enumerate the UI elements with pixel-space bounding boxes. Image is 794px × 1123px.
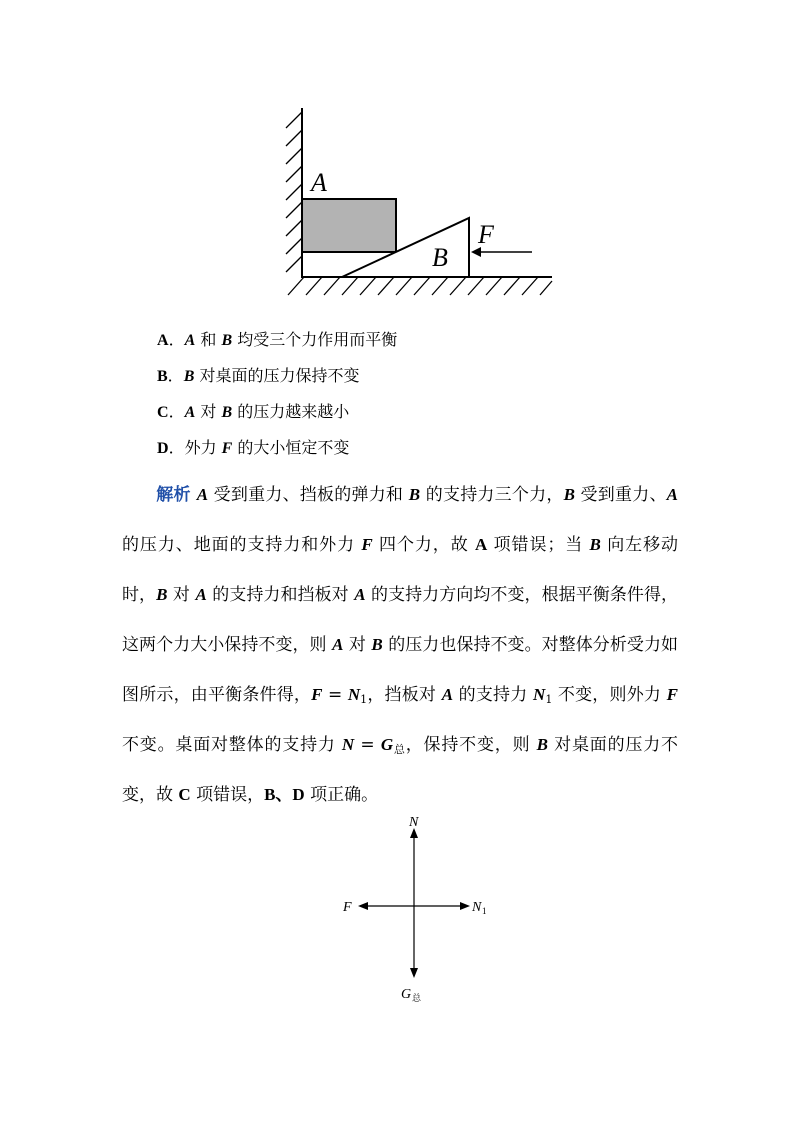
option-c: C．A 对 B 的压力越来越小 [157, 402, 350, 421]
label-g: G [401, 987, 412, 1002]
label-f-force: F [343, 900, 352, 915]
analysis-keyword: 解析 [156, 485, 191, 505]
label-n: N [409, 815, 419, 830]
force-diagram [335, 810, 495, 1010]
arrow-left-f [358, 902, 368, 910]
option-b: B．B 对桌面的压力保持不变 [157, 366, 360, 385]
analysis-paragraph: 解析 A 受到重力、挡板的弹力和 B 的支持力三个力，B 受到重力、A 的压力、地面的支持力和外力 F 四个力，故 A 项错误；当 B 向左移动时，B 对 A 的支持力和挡板对 A 的支持力方向均不变，根据平衡条件得，这两个力大小保持不变，则 A 对 B 的压力也保持不变。对整体分析受力如图所示，由平衡条件得，$F = N_1$，挡板对 A 的支持力 $N_1$ 不变，则外力 F 不变。桌面对整体的支持力 $N = G_总$，保持不变，则 B 对桌面的压力不变，故 C 项错误，B、D 项正确。 [122, 485, 679, 805]
wall-hatching [286, 112, 302, 272]
label-n1-sub: 1 [482, 906, 487, 916]
option-d: D．外力 F 的大小恒定不变 [157, 438, 350, 457]
label-b: B [432, 243, 448, 272]
option-a: A．A 和 B 均受三个力作用而平衡 [157, 330, 398, 349]
arrow-right-n1 [460, 902, 470, 910]
label-a: A [311, 168, 327, 197]
block-a [302, 199, 396, 252]
ground-hatching [288, 277, 552, 295]
label-g-sub: 总 [412, 993, 422, 1003]
label-f: F [478, 220, 494, 249]
block-wedge-figure [280, 100, 570, 305]
arrow-down-g [410, 968, 418, 978]
label-n1: N [472, 900, 482, 915]
